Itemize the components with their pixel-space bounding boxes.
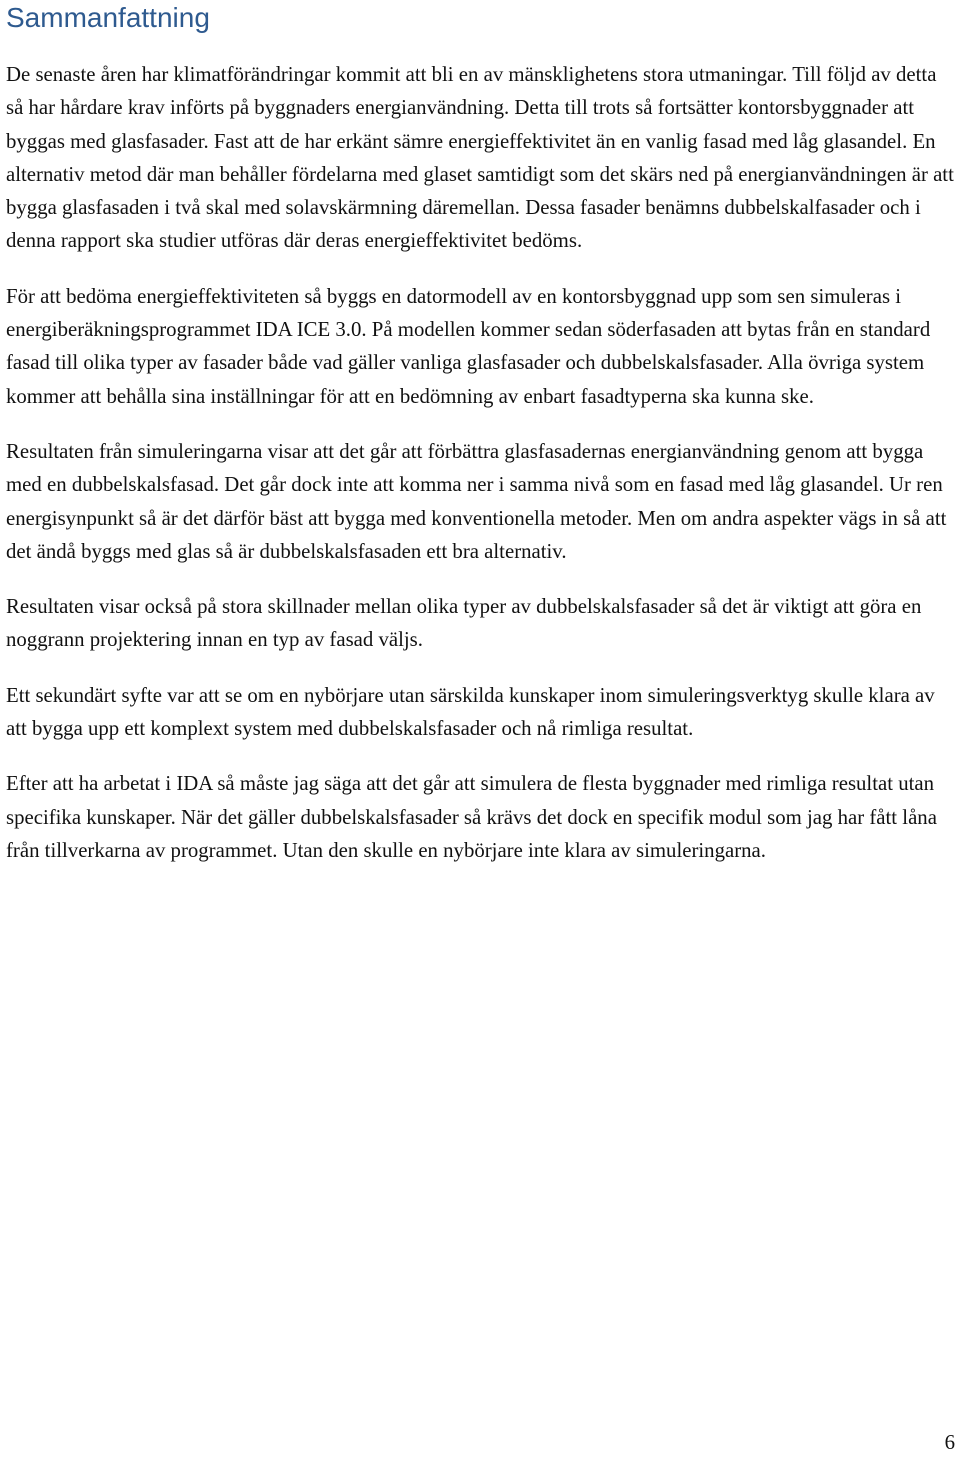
summary-paragraph-6: Efter att ha arbetat i IDA så måste jag säga att det går att simulera de flesta byggnader med rimliga resultat utan specifika kunskaper. När det gäller dubbelskalsfasader så krävs det dock en specifik modul som jag har fått låna från tillverkarna av programmet. Utan den skulle en nybörjare inte klara av simuleringarna.	[6, 772, 937, 862]
summary-paragraph-1: De senaste åren har klimatförändringar kommit att bli en av mänsklighetens stora utmaningar. Till följd av detta så har hårdare krav införts på byggnaders energianvändning. Detta till trots så fortsätter kontorsbyggnader att byggas med glasfasader. Fast att de har erkänt sämre energieffektivitet än en vanlig fasad med låg glasandel. En alternativ metod där man behåller fördelarna med glaset samtidigt som det skärs ned på energianvändningen är att bygga glasfasaden i två skal med solavskärmning däremellan. Dessa fasader benämns dubbelskalfasader och i denna rapport ska studier utföras där deras energieffektivitet bedöms.	[6, 63, 954, 253]
summary-paragraph-4: Resultaten visar också på stora skillnader mellan olika typer av dubbelskalsfasader så det är viktigt att göra en noggrann projektering innan en typ av fasad väljs.	[6, 595, 922, 652]
document-page	[6, 0, 954, 867]
summary-paragraph-5: Ett sekundärt syfte var att se om en nybörjare utan särskilda kunskaper inom simuleringsverktyg skulle klara av att bygga upp ett komplext system med dubbelskalsfasader och nå rimliga resultat.	[6, 683, 935, 741]
page-number: 6	[944, 1431, 955, 1454]
summary-paragraph-2: För att bedöma energieffektiviteten så byggs en datormodell av en kontorsbyggnad upp som sen simuleras i energiberäkningsprogrammet IDA ICE 3.0. På modellen kommer sedan söderfasaden att bytas från en standard fasad till olika typer av fasader både vad gäller vanliga glasfasader och dubbelskalsfasader. Alla övriga system kommer att behålla sina inställningar för att en bedömning av enbart fasadtyperna ska kunna ske.	[6, 284, 931, 408]
summary-paragraph-3: Resultaten från simuleringarna visar att det går att förbättra glasfasadernas energianvändning genom att bygga med en dubbelskalsfasad. Det går dock inte att komma ner i samma nivå som en fasad med låg glasandel. Ur ren energisynpunkt så är det därför bäst att bygga med konventionella metoder. Men om andra aspekter vägs in så att det ändå byggs med glas så är dubbelskalsfasaden ett bra alternativ.	[6, 439, 947, 563]
page-title: Sammanfattning	[6, 2, 210, 33]
